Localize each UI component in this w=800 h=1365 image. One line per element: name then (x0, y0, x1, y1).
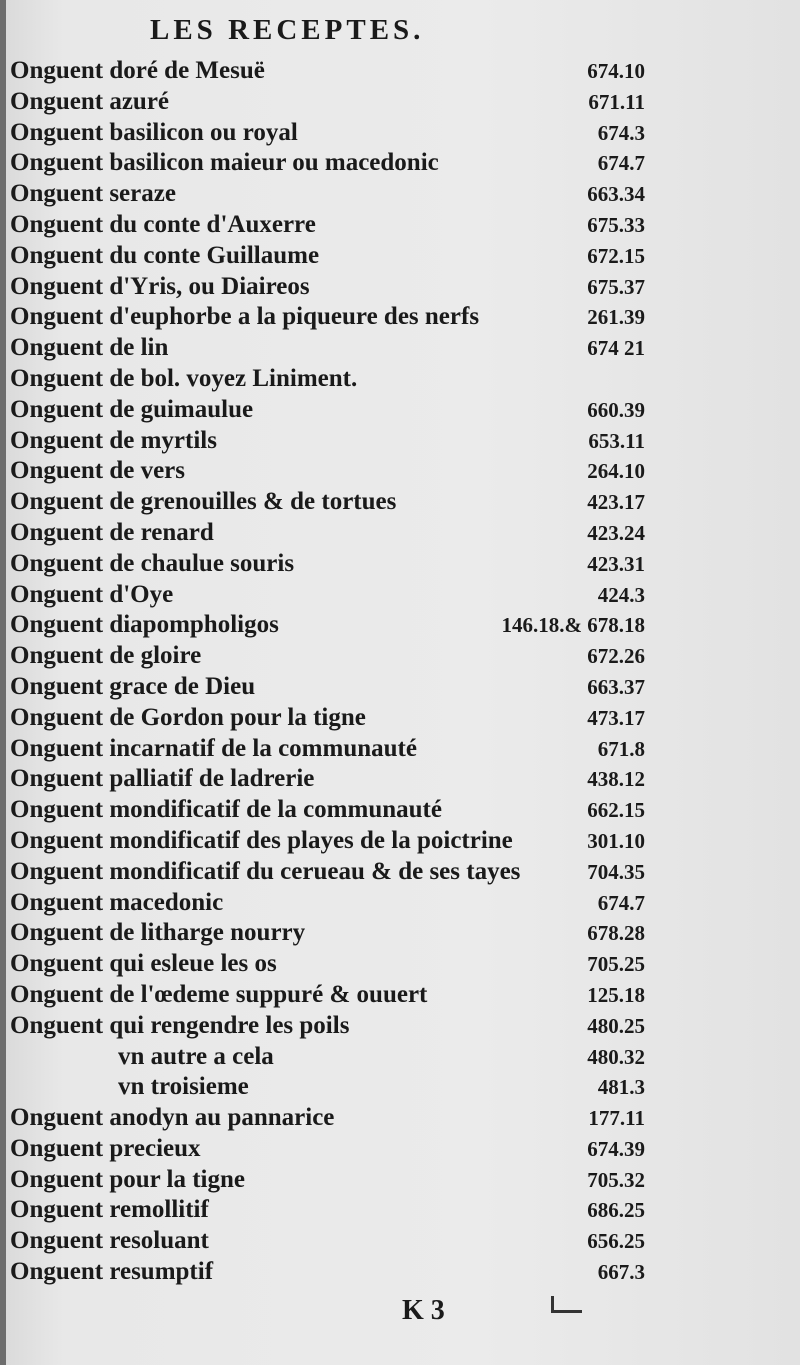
entry-name: Onguent de renard (10, 518, 214, 546)
entry-name: Onguent grace de Dieu (10, 672, 256, 700)
entry-name: Onguent mondificatif du cerueau & de ses tayes (10, 857, 521, 885)
index-entry (10, 764, 650, 795)
entry-name: Onguent d'Oye (10, 580, 174, 608)
entry-name: Onguent diapompholigos (10, 611, 279, 639)
entry-name: Onguent macedonic (10, 888, 224, 916)
entry-name: Onguent de lin (10, 334, 169, 362)
index-entry (10, 364, 650, 395)
entry-name: Onguent precieux (10, 1134, 201, 1162)
entry-name: Onguent mondificatif de la communauté (10, 796, 442, 824)
index-entry (10, 1072, 650, 1103)
entry-page-ref: 653.11 (588, 428, 645, 453)
entry-name: Onguent de litharge nourry (10, 919, 306, 947)
entry-name: Onguent mondificatif des playes de la poictrine (10, 826, 513, 854)
index-entry (10, 949, 650, 980)
entry-name: Onguent anodyn au pannarice (10, 1104, 335, 1132)
entry-name: Onguent de bol. voyez Liniment. (10, 364, 358, 392)
entry-page-ref: 660.39 (587, 397, 645, 422)
entry-page-ref: 663.37 (587, 674, 645, 699)
entry-page-ref: 678.28 (587, 921, 645, 946)
entry-name: Onguent du conte d'Auxerre (10, 210, 316, 238)
entry-page-ref: 473.17 (587, 705, 645, 730)
entry-page-ref: 674 21 (587, 336, 645, 361)
index-entry (10, 826, 650, 857)
entry-name: Onguent d'euphorbe a la piqueure des nerfs (10, 303, 480, 331)
index-entry (10, 1195, 650, 1226)
entry-page-ref: 686.25 (587, 1198, 645, 1223)
catchword-mark (551, 1296, 582, 1313)
entry-page-ref: 125.18 (587, 982, 645, 1007)
entry-name: Onguent resumptif (10, 1258, 214, 1286)
entry-page-ref: 671.11 (588, 89, 645, 114)
entry-name: Onguent de gloire (10, 642, 202, 670)
entry-name: vn autre a cela (118, 1042, 274, 1070)
entry-page-ref: 438.12 (587, 767, 645, 792)
entry-name: Onguent qui rengendre les poils (10, 1011, 350, 1039)
entry-page-ref: 674.10 (587, 59, 645, 83)
entry-page-ref: 481.3 (597, 1075, 645, 1100)
entry-page-ref: 663.34 (587, 182, 645, 207)
entry-page-ref: 674.3 (597, 120, 645, 145)
index-entry (10, 241, 650, 272)
entry-page-ref: 675.33 (587, 212, 645, 237)
entry-page-ref: 662.15 (587, 798, 645, 823)
index-entry (10, 272, 650, 303)
entry-page-ref: 423.24 (587, 520, 645, 545)
index-entry (10, 148, 650, 179)
entry-name: Onguent palliatif de ladrerie (10, 765, 315, 793)
entry-page-ref: 671.8 (597, 736, 645, 761)
index-entry (10, 487, 650, 518)
entry-name: Onguent pour la tigne (10, 1165, 245, 1193)
index-entry (10, 610, 650, 641)
index-entry (10, 302, 650, 333)
entry-name: Onguent de chaulue souris (10, 549, 295, 577)
index-entry (10, 1257, 650, 1288)
index-entry (10, 980, 650, 1011)
entry-name: Onguent de vers (10, 457, 185, 485)
entry-name: Onguent d'Yris, ou Diaireos (10, 272, 310, 300)
entry-page-ref: 674.7 (597, 890, 645, 915)
index-entry (10, 888, 650, 919)
index-entry (10, 56, 650, 87)
index-entry (10, 179, 650, 210)
index-entry (10, 918, 650, 949)
entry-page-ref: 480.25 (587, 1013, 645, 1038)
entry-name: Onguent incarnatif de la communauté (10, 734, 417, 762)
signature-mark: K 3 (402, 1295, 445, 1326)
entry-name: Onguent doré de Mesuë (10, 57, 265, 84)
entry-name: Onguent de grenouilles & de tortues (10, 488, 397, 516)
entry-name: Onguent resoluant (10, 1227, 209, 1255)
entry-name: Onguent azuré (10, 87, 170, 115)
index-entry (10, 426, 650, 457)
entry-name: Onguent basilicon maieur ou macedonic (10, 149, 439, 177)
index-entry (10, 87, 650, 118)
index-entry (10, 333, 650, 364)
entry-page-ref: 675.37 (587, 274, 645, 299)
entry-page-ref: 261.39 (587, 305, 645, 330)
entry-name: Onguent de l'œdeme suppuré & ouuert (10, 980, 428, 1008)
index-entry (10, 210, 650, 241)
entry-page-ref: 423.31 (587, 551, 645, 576)
index-entry (10, 703, 650, 734)
index-entry (10, 456, 650, 487)
entry-name: Onguent remollitif (10, 1196, 209, 1224)
entry-page-ref: 146.18.& 678.18 (501, 613, 645, 638)
entry-page-ref: 656.25 (587, 1229, 645, 1254)
index-entry (10, 734, 650, 765)
entry-name: Onguent basilicon ou royal (10, 118, 298, 146)
entry-page-ref: 177.11 (588, 1106, 645, 1131)
entry-name: Onguent de myrtils (10, 426, 217, 454)
index-entry (10, 118, 650, 149)
entry-name: Onguent seraze (10, 180, 176, 208)
index-entry (10, 518, 650, 549)
index-entry (10, 1011, 650, 1042)
index-entry (10, 641, 650, 672)
index-entry (10, 580, 650, 611)
entry-name: Onguent de guimaulue (10, 395, 254, 423)
index-entry (10, 795, 650, 826)
index-entry (10, 1226, 650, 1257)
recipe-index-list (10, 56, 650, 1288)
index-entry (10, 1165, 650, 1196)
index-entry (10, 1134, 650, 1165)
entry-name: Onguent qui esleue les os (10, 950, 277, 978)
index-entry (10, 1103, 650, 1134)
page-gutter-shadow (0, 0, 6, 1365)
entry-page-ref: 674.39 (587, 1136, 645, 1161)
entry-name: Onguent de Gordon pour la tigne (10, 703, 366, 731)
index-entry (10, 395, 650, 426)
entry-page-ref: 423.17 (587, 490, 645, 515)
index-entry (10, 672, 650, 703)
entry-page-ref: 672.26 (587, 644, 645, 669)
entry-name: vn troisieme (118, 1073, 249, 1101)
index-entry (10, 1042, 650, 1073)
entry-page-ref: 705.25 (587, 952, 645, 977)
entry-page-ref: 424.3 (597, 582, 645, 607)
entry-page-ref: 672.15 (587, 243, 645, 268)
running-header: LES RECEPTES. (150, 14, 425, 46)
entry-page-ref: 704.35 (587, 859, 645, 884)
entry-page-ref: 480.32 (587, 1044, 645, 1069)
entry-page-ref: 264.10 (587, 459, 645, 484)
entry-page-ref: 674.7 (597, 151, 645, 176)
entry-page-ref: 301.10 (587, 828, 645, 853)
index-entry (10, 549, 650, 580)
entry-page-ref: 705.32 (587, 1167, 645, 1192)
entry-name: Onguent du conte Guillaume (10, 241, 320, 269)
index-entry (10, 857, 650, 888)
entry-page-ref: 667.3 (597, 1260, 645, 1285)
